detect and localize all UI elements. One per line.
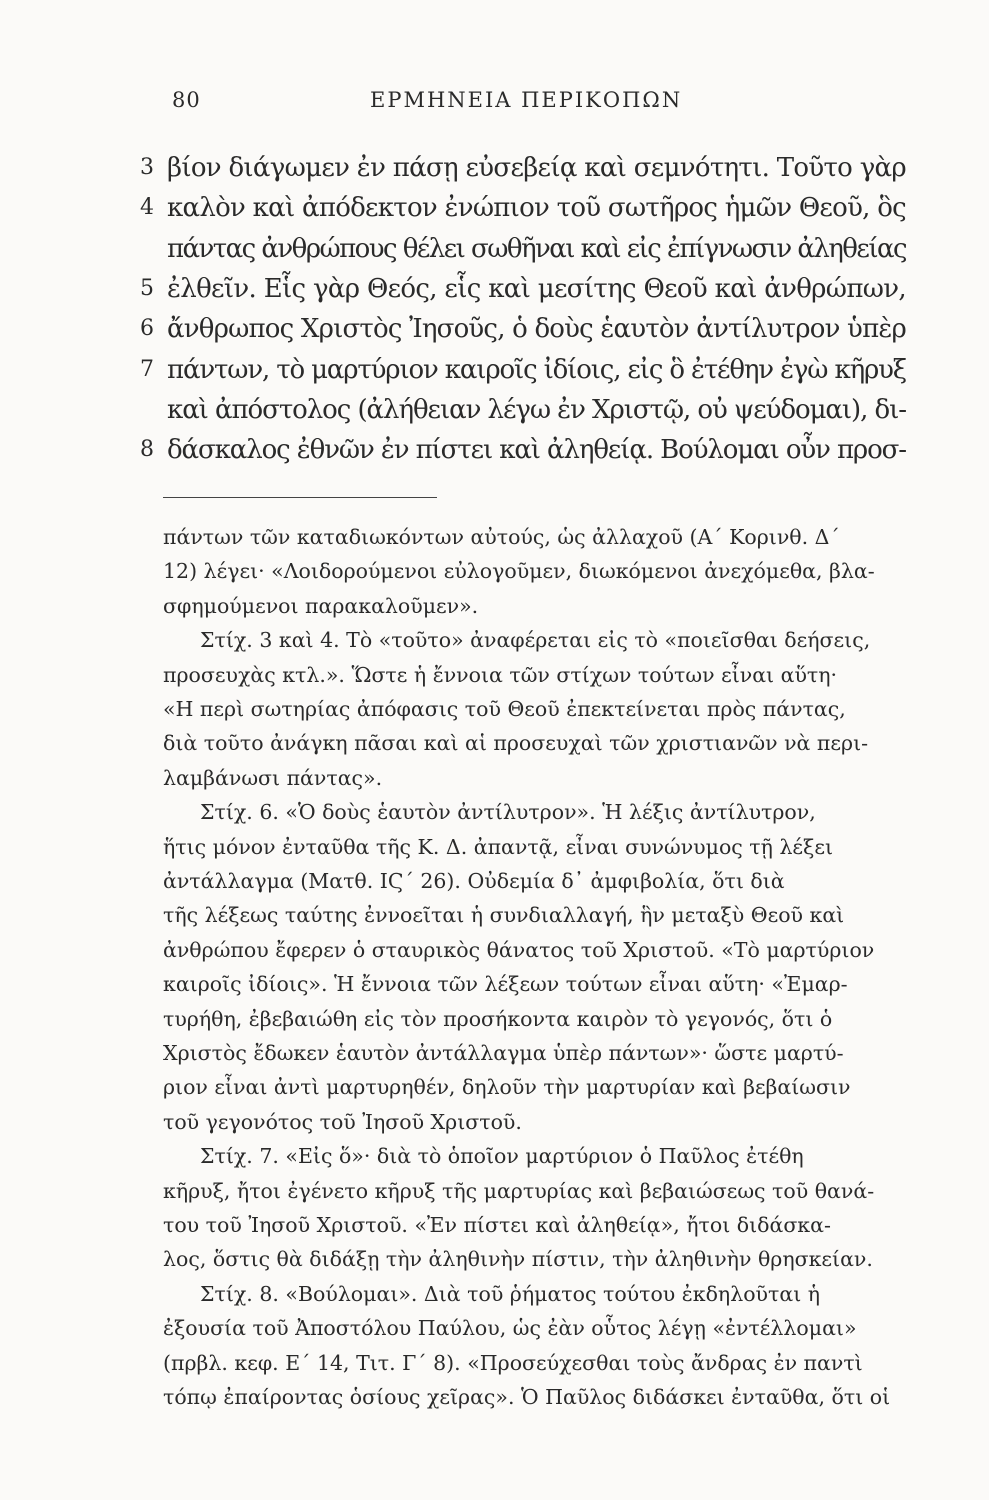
note-line: [0, 554, 989, 588]
running-title: ΕΡΜΗΝΕΙΑ ΠΕΡΙΚΟΠΩΝ: [370, 88, 683, 112]
verse-text: βίον διάγωμεν ἐν πάσῃ εὐσεβείᾳ καὶ σεμνότητι. Τοῦτο γὰρ: [167, 153, 906, 183]
verse-text: πάντων, τὸ μαρτύριον καιροῖς ἰδίοις, εἰς ὃ ἐτέθην ἐγὼ κῆρυξ: [167, 354, 906, 385]
verse-number: 3: [140, 155, 154, 180]
note-text: ἐξουσία τοῦ Ἀποστόλου Παύλου, ὡς ἐὰν οὗτος λέγῃ «ἐντέλλομαι»: [163, 1316, 857, 1341]
note-line: [0, 520, 989, 554]
verse-number: 7: [140, 356, 154, 382]
verse-line: [0, 148, 989, 188]
note-line: [0, 1380, 989, 1414]
note-line: [0, 864, 989, 898]
note-line: [0, 589, 989, 623]
verse-number: 8: [140, 437, 154, 463]
footnote-divider: [163, 497, 437, 498]
note-text: (πρβλ. κεφ. Ε΄ 14, Τιτ. Γ΄ 8). «Προσεύχεσθαι τοὺς ἄνδρας ἐν παντὶ: [163, 1350, 863, 1375]
note-text: ριον εἶναι ἀντὶ μαρτυρηθέν, δηλοῦν τὴν μαρτυρίαν καὶ βεβαίωσιν: [163, 1075, 851, 1100]
note-text: τοῦ γεγονότος τοῦ Ἰησοῦ Χριστοῦ.: [163, 1109, 522, 1134]
note-text: λος, ὅστις θὰ διδάξῃ τὴν ἀληθινὴν πίστιν, τὴν ἀληθινὴν θρησκείαν.: [163, 1247, 873, 1272]
verse-line: [0, 188, 989, 228]
verse-text: καὶ ἀπόστολος (ἀλήθειαν λέγω ἐν Χριστῷ, οὐ ψεύδομαι), δι-: [167, 394, 906, 425]
note-text: Στίχ. 8. «Βούλομαι». Διὰ τοῦ ῥήματος τούτου ἐκδηλοῦται ἡ: [200, 1281, 821, 1306]
note-text: διὰ τοῦτο ἀνάγκη πᾶσαι καὶ αἱ προσευχαὶ τῶν χριστιανῶν νὰ περι-: [163, 731, 869, 756]
note-line: [0, 1208, 989, 1242]
verse-text: ἐλθεῖν. Εἷς γὰρ Θεός, εἷς καὶ μεσίτης Θεοῦ καὶ ἀνθρώπων,: [167, 273, 906, 304]
note-line: [0, 1105, 989, 1139]
note-text: προσευχὰς κτλ.». Ὥστε ἡ ἔννοια τῶν στίχων τούτων εἶναι αὕτη·: [163, 662, 838, 687]
note-text: σφημούμενοι παρακαλοῦμεν».: [163, 593, 479, 618]
note-text: τόπῳ ἐπαίροντας ὁσίους χεῖρας». Ὁ Παῦλος διδάσκει ἐνταῦθα, ὅτι οἱ: [163, 1385, 891, 1409]
note-line: [0, 1070, 989, 1104]
note-text: Χριστὸς ἔδωκεν ἑαυτὸν ἀντάλλαγμα ὑπὲρ πάντων»· ὥστε μαρτύ-: [163, 1041, 844, 1065]
note-text: ἀντάλλαγμα (Ματθ. ΙϚ΄ 26). Οὐδεμία δ᾽ ἀμφιβολία, ὅτι διὰ: [163, 869, 785, 893]
note-line: [0, 1002, 989, 1036]
note-line: [0, 1036, 989, 1070]
note-text: Στίχ. 3 καὶ 4. Τὸ «τοῦτο» ἀναφέρεται εἰς τὸ «ποιεῖσθαι δεήσεις,: [200, 628, 871, 653]
verse-number: 4: [140, 195, 154, 221]
verse-line: [0, 269, 989, 309]
note-text: τῆς λέξεως ταύτης ἐννοεῖται ἡ συνδιαλλαγή, ἣν μεταξὺ Θεοῦ καὶ: [163, 903, 845, 928]
page-header: [0, 88, 989, 118]
note-line: [0, 967, 989, 1001]
note-text: πάντων τῶν καταδιωκόντων αὐτούς, ὡς ἀλλαχοῦ (Α΄ Κορινθ. Δ΄: [163, 525, 840, 549]
note-text: τυρήθη, ἐβεβαιώθη εἰς τὸν προσήκοντα καιρὸν τὸ γεγονός, ὅτι ὁ: [163, 1006, 833, 1031]
note-line: [0, 1346, 989, 1380]
note-text: του τοῦ Ἰησοῦ Χριστοῦ. «Ἐν πίστει καὶ ἀληθείᾳ», ἤτοι διδάσκα-: [163, 1213, 831, 1237]
note-line: [0, 658, 989, 692]
note-text: 12) λέγει· «Λοιδορούμενοι εὐλογοῦμεν, διωκόμενοι ἀνεχόμεθα, βλα-: [163, 559, 875, 584]
verse-line: [0, 390, 989, 430]
note-line: [0, 1139, 989, 1173]
note-line: [0, 898, 989, 932]
note-text: λαμβάνωσι πάντας».: [163, 765, 383, 790]
note-text: ἀνθρώπου ἔφερεν ὁ σταυρικὸς θάνατος τοῦ Χριστοῦ. «Τὸ μαρτύριον: [163, 937, 875, 962]
verse-text: πάντας ἀνθρώπους θέλει σωθῆναι καὶ εἰς ἐπίγνωσιν ἀληθείας: [167, 233, 906, 264]
note-line: [0, 1311, 989, 1345]
note-line: [0, 1277, 989, 1311]
note-text: Στίχ. 7. «Εἰς ὅ»· διὰ τὸ ὁποῖον μαρτύριον ὁ Παῦλος ἐτέθη: [200, 1144, 804, 1169]
note-text: ἥτις μόνον ἐνταῦθα τῆς Κ. Δ. ἀπαντᾷ, εἶναι συνώνυμος τῇ λέξει: [163, 834, 834, 859]
note-line: [0, 830, 989, 864]
note-line: [0, 761, 989, 795]
note-text: «Η περὶ σωτηρίας ἀπόφασις τοῦ Θεοῦ ἐπεκτείνεται πρὸς πάντας,: [163, 697, 846, 721]
note-line: [0, 692, 989, 726]
note-line: [0, 623, 989, 657]
note-text: Στίχ. 6. «Ὁ δοὺς ἑαυτὸν ἀντίλυτρον». Ἡ λέξις ἀντίλυτρον,: [200, 800, 816, 825]
note-line: [0, 795, 989, 829]
verse-number: 6: [140, 316, 154, 342]
note-text: καιροῖς ἰδίοις». Ἡ ἔννοια τῶν λέξεων τούτων εἶναι αὕτη· «Ἐμαρ-: [163, 972, 848, 997]
note-line: [0, 1242, 989, 1276]
verse-line: [0, 430, 989, 470]
verse-number: 5: [140, 275, 154, 301]
verse-text: ἄνθρωπος Χριστὸς Ἰησοῦς, ὁ δοὺς ἑαυτὸν ἀντίλυτρον ὑπὲρ: [167, 314, 906, 345]
verse-line: [0, 309, 989, 349]
note-line: [0, 933, 989, 967]
verse-line: [0, 229, 989, 269]
note-line: [0, 1174, 989, 1208]
note-text: κῆρυξ, ἤτοι ἐγένετο κῆρυξ τῆς μαρτυρίας καὶ βεβαιώσεως τοῦ θανά-: [163, 1178, 875, 1203]
note-line: [0, 726, 989, 760]
verse-text: δάσκαλος ἐθνῶν ἐν πίστει καὶ ἀληθείᾳ. Βούλομαι οὖν προσ-: [167, 435, 906, 466]
verse-text: καλὸν καὶ ἀπόδεκτον ἐνώπιον τοῦ σωτῆρος ἡμῶν Θεοῦ, ὃς: [167, 193, 906, 224]
verse-line: [0, 350, 989, 390]
page-number: 80: [172, 88, 201, 112]
